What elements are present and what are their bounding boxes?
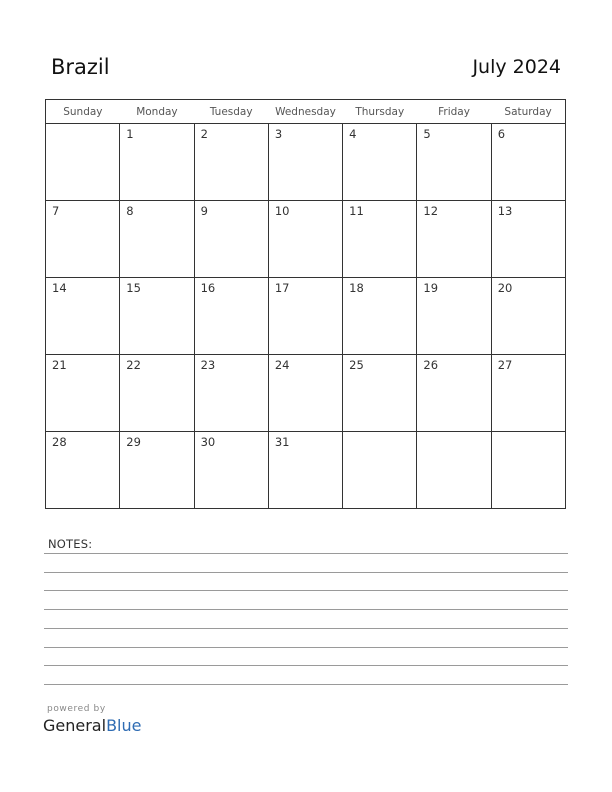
day-cell [343,201,417,278]
week-row [46,201,566,278]
day-number: 29 [126,435,141,449]
day-cell [194,432,268,509]
day-cell [417,201,491,278]
day-cell [46,278,120,355]
day-number: 12 [423,204,439,218]
note-line [44,647,568,648]
day-number: 16 [200,281,216,295]
day-cell [120,201,194,278]
day-number: 22 [126,358,141,372]
week-row [46,432,566,509]
weekday-tuesday: Tuesday [194,100,268,124]
day-number [492,432,565,435]
day-number: 11 [349,204,364,218]
brand-general: General [43,716,107,735]
day-cell [194,278,268,355]
day-number: 31 [274,435,290,449]
day-number: 6 [497,127,506,141]
day-cell [46,355,120,432]
day-cell [194,355,268,432]
day-number: 26 [423,358,439,372]
note-line [44,553,568,554]
weekday-header-row [46,100,566,124]
calendar-grid [45,99,566,509]
day-number: 10 [274,204,290,218]
week-row [46,355,566,432]
note-line [44,572,568,573]
note-line [44,590,568,591]
day-cell [343,355,417,432]
powered-by-text: powered by [47,704,106,714]
day-cell [417,278,491,355]
day-cell [343,124,417,201]
month-title: July 2024 [472,56,561,78]
day-number: 24 [274,358,290,372]
day-number: 25 [349,358,364,372]
day-number: 17 [274,281,290,295]
day-cell [417,355,491,432]
day-number: 7 [52,204,60,218]
week-row [46,124,566,201]
day-number: 18 [349,281,364,295]
day-number: 3 [274,127,283,141]
day-number: 23 [200,358,216,372]
day-number: 13 [497,204,513,218]
weekday-sunday: Sunday [46,100,120,124]
day-cell [343,432,417,509]
weekday-monday: Monday [120,100,194,124]
day-cell [194,124,268,201]
day-cell [491,355,565,432]
day-cell [417,432,491,509]
day-number [417,432,490,435]
day-number: 8 [126,204,134,218]
day-number [343,432,416,435]
day-cell [120,278,194,355]
generalblue-logo [43,716,141,735]
day-cell [343,278,417,355]
weekday-thursday: Thursday [343,100,417,124]
day-number: 15 [126,281,141,295]
day-cell [491,432,565,509]
weekday-friday: Friday [417,100,491,124]
day-cell [491,278,565,355]
day-cell [194,201,268,278]
day-number: 28 [52,435,67,449]
day-cell [46,432,120,509]
day-cell [417,124,491,201]
day-number: 1 [126,127,134,141]
day-number [46,124,119,127]
day-cell [268,124,342,201]
day-cell [491,201,565,278]
day-number: 5 [423,127,431,141]
note-line [44,609,568,610]
day-cell [268,278,342,355]
day-cell [268,432,342,509]
day-number: 14 [52,281,67,295]
note-line [44,684,568,685]
day-number: 20 [497,281,513,295]
weekday-saturday: Saturday [491,100,565,124]
day-cell [120,432,194,509]
day-number: 27 [497,358,513,372]
week-row [46,278,566,355]
day-cell [268,201,342,278]
day-cell [268,355,342,432]
day-number: 9 [200,204,208,218]
note-line [44,665,568,666]
day-number: 19 [423,281,439,295]
day-cell [120,355,194,432]
day-cell [120,124,194,201]
day-number: 30 [200,435,216,449]
note-line [44,628,568,629]
weekday-wednesday: Wednesday [268,100,342,124]
day-number: 21 [52,358,67,372]
country-title: Brazil [51,55,110,79]
notes-label: NOTES: [48,537,93,551]
day-number: 2 [200,127,208,141]
day-number: 4 [349,127,357,141]
day-cell [46,201,120,278]
day-cell [491,124,565,201]
day-cell [46,124,120,201]
brand-blue: Blue [106,716,142,735]
